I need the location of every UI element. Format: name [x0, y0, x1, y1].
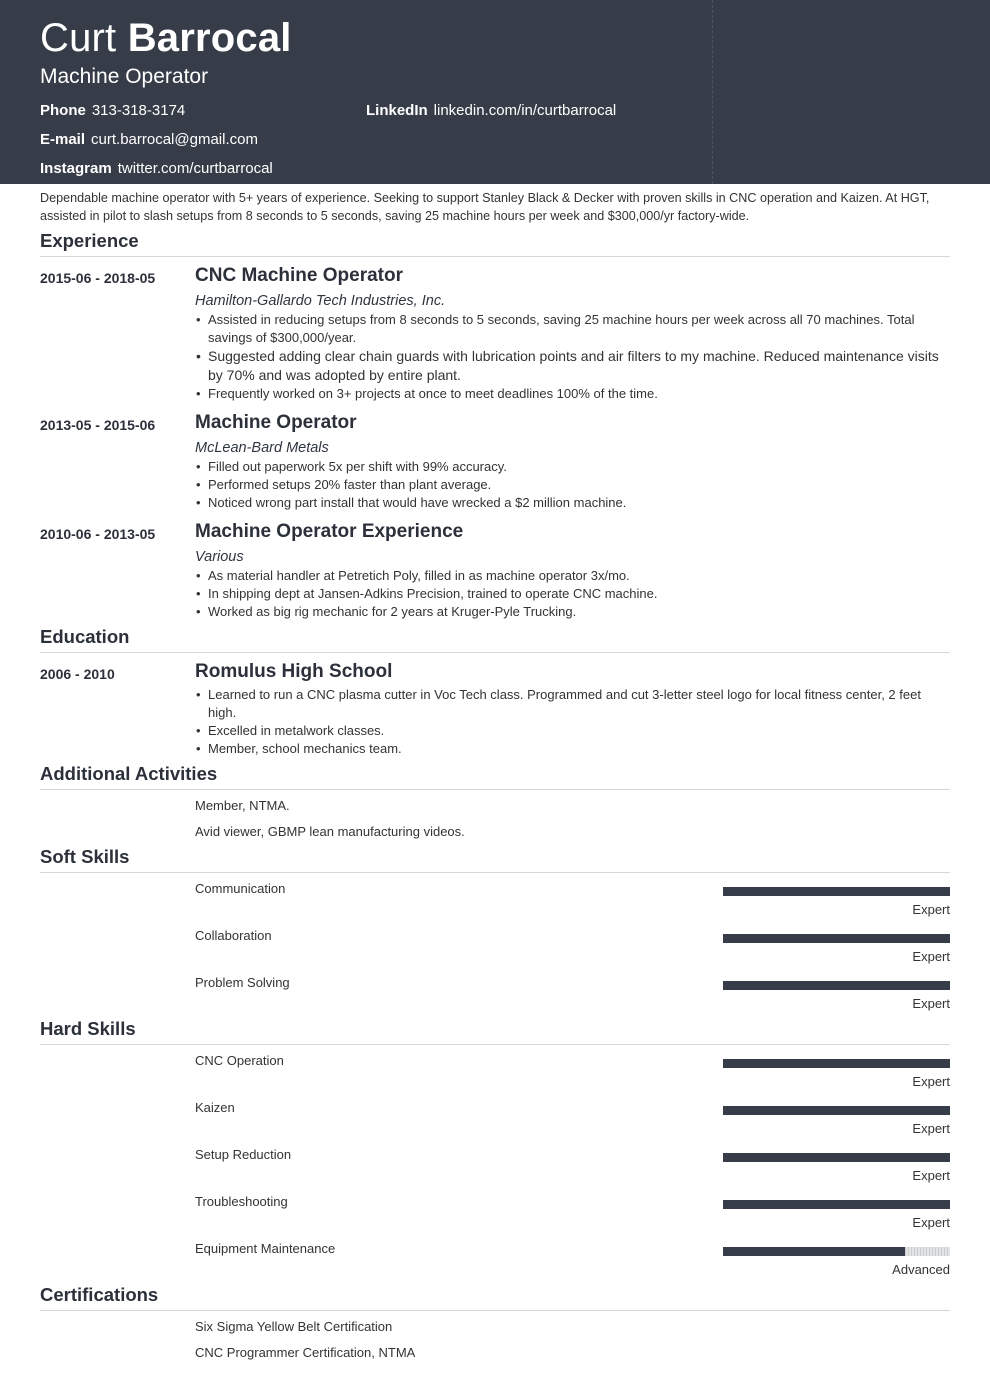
email-label: E-mail: [40, 131, 86, 148]
contact-phone: [40, 101, 185, 121]
first-name: Curt: [40, 16, 117, 60]
skill-level-fill: [723, 1247, 905, 1256]
skill-level-bar: [723, 1247, 950, 1256]
skill-name: Kaizen: [195, 1100, 235, 1115]
skill-name: CNC Operation: [195, 1053, 284, 1068]
list-item: • Learned to run a CNC plasma cutter in Voc Tech class. Programmed and cut 3-letter steel logo for local fitness center, 2 feet high.: [195, 686, 950, 722]
skill-level-bar: [723, 1059, 950, 1068]
contact-linkedin: [366, 101, 616, 121]
list-item: • In shipping dept at Jansen-Adkins Precision, trained to operate CNC machine.: [195, 585, 950, 603]
skill-level-fill: [723, 1153, 950, 1162]
skill-name: Collaboration: [195, 928, 272, 943]
full-name: [40, 14, 292, 62]
email-link[interactable]: curt.barrocal@gmail.com: [91, 131, 258, 148]
skill-level-bar: [723, 981, 950, 990]
section-title-education: Education: [40, 625, 950, 653]
job-dates: 2013-05 - 2015-06: [40, 417, 156, 433]
contact-instagram: [40, 159, 273, 179]
education-bullets: [195, 686, 950, 758]
header-divider: [712, 0, 713, 184]
list-item: • Noticed wrong part install that would have wrecked a $2 million machine.: [195, 494, 950, 512]
skill-level-fill: [723, 981, 950, 990]
section-title-certifications: Certifications: [40, 1283, 950, 1311]
summary-text: Dependable machine operator with 5+ years of experience. Seeking to support Stanley Black & Decker with proven skills in CNC operation and Kaizen. At HGT, assisted in pilot to slash setups from 8 seconds to 5 seconds, saving 25 machine hours per week and $300,000/yr factory-wide.: [40, 191, 930, 223]
skill-name: Equipment Maintenance: [195, 1241, 336, 1256]
job-bullets: [195, 311, 950, 403]
resume-header: [0, 0, 990, 184]
list-item: • Frequently worked on 3+ projects at once to meet deadlines 100% of the time.: [195, 385, 950, 403]
linkedin-link[interactable]: linkedin.com/in/curtbarrocal: [433, 102, 617, 119]
list-item: • As material handler at Petretich Poly, filled in as machine operator 3x/mo.: [195, 567, 950, 585]
education-dates: 2006 - 2010: [40, 666, 115, 682]
section-title-activities: Additional Activities: [40, 762, 950, 790]
job-company: Various: [195, 549, 244, 565]
linkedin-label: LinkedIn: [366, 102, 428, 119]
skill-level-fill: [723, 1059, 950, 1068]
activity-item: Member, NTMA.: [195, 798, 290, 813]
skill-level-label: Expert: [912, 1121, 950, 1136]
job-dates: 2010-06 - 2013-05: [40, 526, 156, 542]
section-title-hard-skills: Hard Skills: [40, 1017, 950, 1045]
skill-level-label: Expert: [912, 902, 950, 917]
skill-level-fill: [723, 934, 950, 943]
section-title-experience: Experience: [40, 229, 950, 257]
skill-name: Setup Reduction: [195, 1147, 292, 1162]
job-headline: Machine Operator: [40, 65, 209, 88]
skill-level-bar: [723, 934, 950, 943]
skill-level-bar: [723, 1153, 950, 1162]
activity-item: Avid viewer, GBMP lean manufacturing videos.: [195, 824, 465, 839]
list-item: • Filled out paperwork 5x per shift with 99% accuracy.: [195, 458, 950, 476]
contact-email: [40, 130, 258, 150]
skill-level-label: Expert: [912, 1074, 950, 1089]
list-item: • Worked as big rig mechanic for 2 years at Kruger-Pyle Trucking.: [195, 603, 950, 621]
last-name: Barrocal: [127, 16, 292, 60]
phone-label: Phone: [40, 102, 86, 119]
school-name: Romulus High School: [195, 661, 393, 682]
skill-level-bar: [723, 1106, 950, 1115]
skill-level-fill: [723, 1106, 950, 1115]
job-title: Machine Operator: [195, 412, 357, 433]
job-bullets: [195, 458, 950, 512]
list-item: • Assisted in reducing setups from 8 seconds to 5 seconds, saving 25 machine hours per week across all 70 machines. Total savings of $300,000/year.: [195, 311, 950, 347]
skill-level-bar: [723, 887, 950, 896]
skill-level-label: Expert: [912, 996, 950, 1011]
certification-item: CNC Programmer Certification, NTMA: [195, 1345, 416, 1360]
list-item: • Member, school mechanics team.: [195, 740, 950, 758]
section-title-soft-skills: Soft Skills: [40, 845, 950, 873]
skill-level-fill: [723, 1200, 950, 1209]
skill-level-label: Expert: [912, 1168, 950, 1183]
skill-level-label: Expert: [912, 1215, 950, 1230]
skill-level-label: Advanced: [892, 1262, 950, 1277]
job-title: CNC Machine Operator: [195, 265, 403, 286]
skill-level-bar: [723, 1200, 950, 1209]
instagram-label: Instagram: [40, 160, 112, 177]
skill-name: Communication: [195, 881, 286, 896]
skill-level-fill: [723, 887, 950, 896]
job-company: Hamilton-Gallardo Tech Industries, Inc.: [195, 293, 446, 309]
skill-name: Troubleshooting: [195, 1194, 288, 1209]
job-title: Machine Operator Experience: [195, 521, 464, 542]
list-item: • Excelled in metalwork classes.: [195, 722, 950, 740]
job-bullets: [195, 567, 950, 621]
instagram-link[interactable]: twitter.com/curtbarrocal: [117, 160, 273, 177]
certification-item: Six Sigma Yellow Belt Certification: [195, 1319, 393, 1334]
skill-level-label: Expert: [912, 949, 950, 964]
job-dates: 2015-06 - 2018-05: [40, 270, 156, 286]
list-item: • Suggested adding clear chain guards with lubrication points and air filters to my machine. Reduced maintenance visits by 70% and was adopted by entire plant.: [195, 347, 950, 385]
skill-name: Problem Solving: [195, 975, 290, 990]
phone-value: 313-318-3174: [91, 102, 186, 119]
job-company: McLean-Bard Metals: [195, 440, 329, 456]
list-item: • Performed setups 20% faster than plant average.: [195, 476, 950, 494]
